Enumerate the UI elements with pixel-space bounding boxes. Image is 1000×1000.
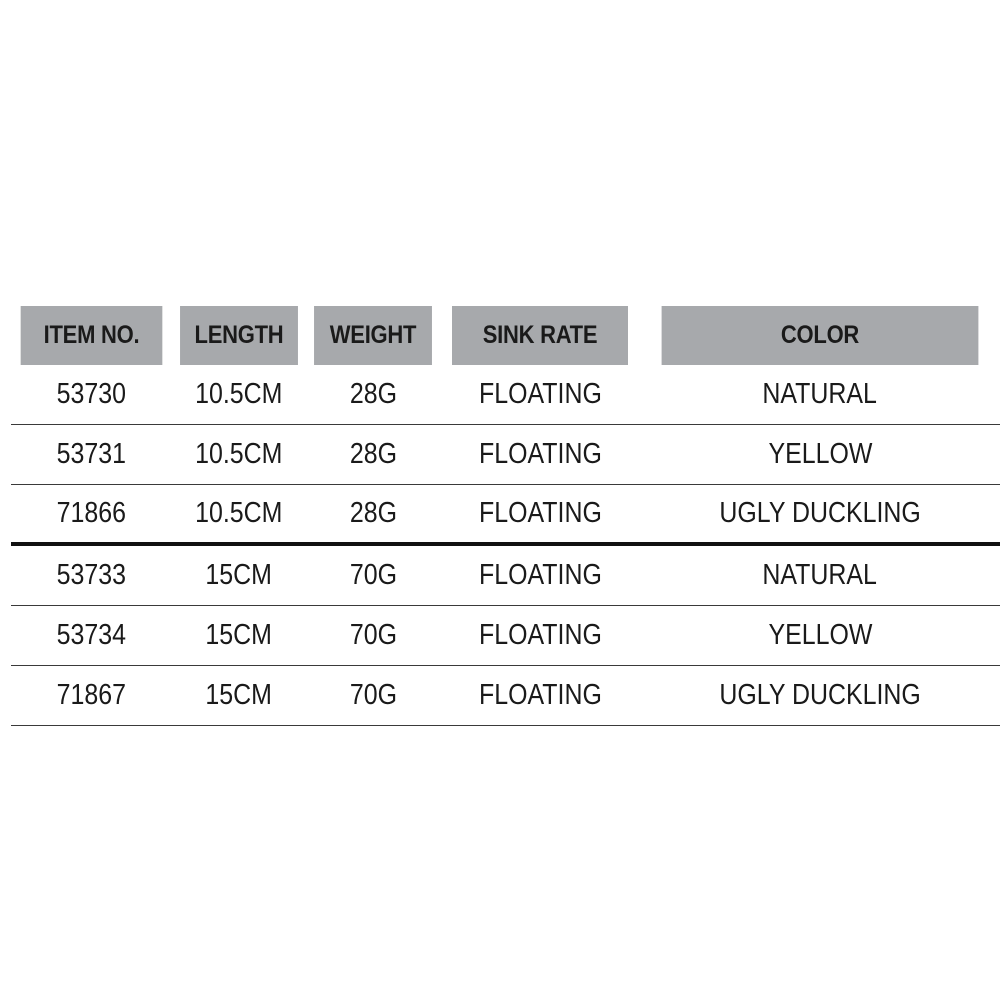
cell-color: NATURAL (640, 365, 1000, 425)
cell-length: 15CM (172, 606, 306, 666)
cell-sink-rate: FLOATING (440, 544, 640, 606)
table-row (11, 666, 1000, 726)
cell-sink-rate: FLOATING (440, 425, 640, 485)
cell-color: YELLOW (640, 606, 1000, 666)
cell-item-no: 71867 (11, 666, 172, 726)
cell-weight: 70G (306, 544, 440, 606)
cell-sink-rate: FLOATING (440, 485, 640, 545)
header-length: LENGTH (180, 306, 298, 365)
table-row (11, 365, 1000, 425)
cell-color: YELLOW (640, 425, 1000, 485)
cell-weight: 28G (306, 365, 440, 425)
cell-weight: 70G (306, 666, 440, 726)
header-row (11, 306, 1000, 365)
cell-weight: 70G (306, 606, 440, 666)
table-row (11, 425, 1000, 485)
cell-weight: 28G (306, 425, 440, 485)
cell-item-no: 53731 (11, 425, 172, 485)
cell-length: 10.5CM (172, 485, 306, 545)
cell-item-no: 53734 (11, 606, 172, 666)
cell-length: 10.5CM (172, 365, 306, 425)
table-row (11, 606, 1000, 666)
table-row (11, 485, 1000, 545)
cell-length: 15CM (172, 544, 306, 606)
cell-sink-rate: FLOATING (440, 666, 640, 726)
cell-item-no: 53730 (11, 365, 172, 425)
cell-color: UGLY DUCKLING (640, 666, 1000, 726)
cell-color: NATURAL (640, 544, 1000, 606)
header-item-no: ITEM NO. (21, 306, 163, 365)
cell-weight: 28G (306, 485, 440, 545)
spec-table (11, 306, 1000, 726)
header-color: COLOR (662, 306, 979, 365)
table-row (11, 544, 1000, 606)
header-sink-rate: SINK RATE (452, 306, 628, 365)
cell-sink-rate: FLOATING (440, 606, 640, 666)
cell-item-no: 53733 (11, 544, 172, 606)
cell-color: UGLY DUCKLING (640, 485, 1000, 545)
cell-length: 10.5CM (172, 425, 306, 485)
header-weight: WEIGHT (314, 306, 432, 365)
cell-sink-rate: FLOATING (440, 365, 640, 425)
cell-item-no: 71866 (11, 485, 172, 545)
table-body (11, 365, 1000, 726)
table-header (11, 306, 1000, 365)
cell-length: 15CM (172, 666, 306, 726)
